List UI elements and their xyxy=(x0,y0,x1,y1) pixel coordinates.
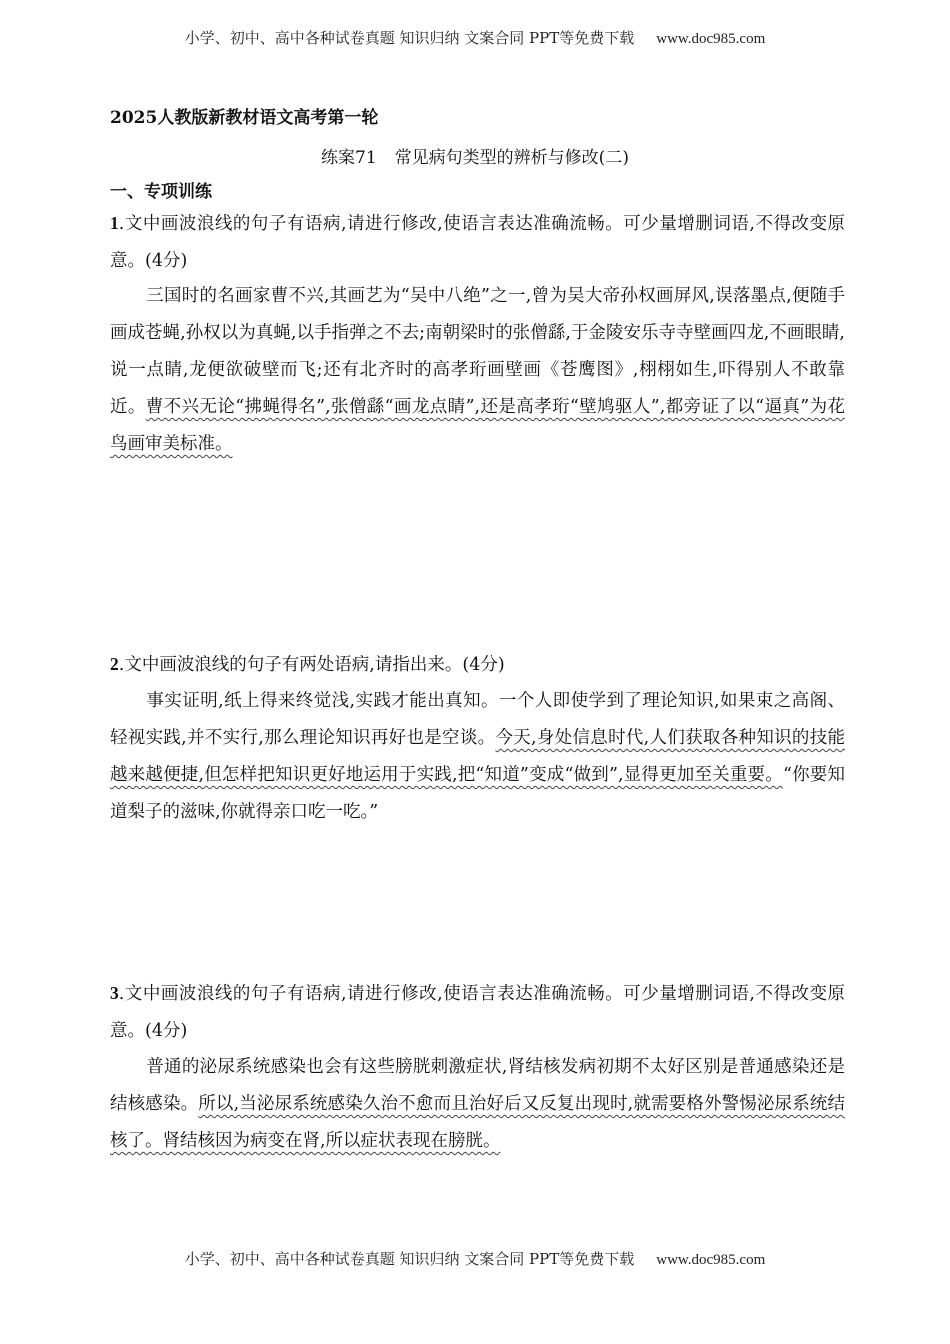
subtitle-number: 练案71 xyxy=(321,148,377,168)
passage-text: 三国时的名画家曹不兴,其画艺为“吴中八绝”之一,曾为吴大帝孙权画屏风,误落墨点,便随手画成苍蝇,孙权以为真蝇,以手指弹之不去;南朝梁时的张僧繇,于金陵安乐寺寺壁画四龙,不画眼睛,说一点睛,龙便欲破壁而飞;还有北齐时的高孝珩画壁画《苍鹰图》,栩栩如生,吓得别人不敢靠近。 xyxy=(110,286,845,417)
question-text: .文中画波浪线的句子有语病,请进行修改,使语言表达准确流畅。可少量增删词语,不得改变原意。(4分) xyxy=(110,984,845,1041)
question-text: .文中画波浪线的句子有两处语病,请指出来。(4分) xyxy=(118,655,505,675)
banner-url[interactable]: www.doc985.com xyxy=(656,1252,766,1268)
question-2-passage xyxy=(110,683,845,831)
document-subtitle xyxy=(0,143,950,168)
question-number: 3 xyxy=(110,983,119,1003)
wavy-underlined-sentence: 今天,身处信息时代,人们获取各种知识的技能越来越便捷,但怎样把知识更好地运用于实践,把“知道”变成“做到”,显得更加至关重要。 xyxy=(110,728,846,785)
passage-text: 事实证明,纸上得来终觉浅,实践才能出真知。一个人即使学到了理论知识,如果束之高阁、轻视实践,并不实行,那么理论知识再好也是空谈。 xyxy=(110,691,845,748)
question-3-prompt xyxy=(110,975,845,1050)
passage-text: 普通的泌尿系统感染也会有这些膀胱刺激症状,肾结核发病初期不太好区别是普通感染还是结核感染。 xyxy=(110,1057,845,1114)
document-title: 2025人教版新教材语文高考第一轮 xyxy=(110,108,379,128)
question-3-passage xyxy=(110,1049,845,1160)
question-number: 2 xyxy=(110,654,119,674)
question-1-passage xyxy=(110,278,845,463)
banner-text: 小学、初中、高中各种试卷真题 知识归纳 文案合同 PPT等免费下载 xyxy=(184,1250,635,1268)
question-2-prompt xyxy=(110,646,845,684)
question-number: 1 xyxy=(110,213,119,233)
question-1-prompt xyxy=(110,205,845,280)
subtitle-text: 常见病句类型的辨析与修改(二) xyxy=(394,148,629,168)
header-banner xyxy=(0,27,950,48)
banner-text: 小学、初中、高中各种试卷真题 知识归纳 文案合同 PPT等免费下载 xyxy=(184,29,635,47)
wavy-underlined-sentence: 所以,当泌尿系统感染久治不愈而且治好后又反复出现时,就需要格外警惕泌尿系统结核了。肾结核因为病变在肾,所以症状表现在膀胱。 xyxy=(110,1094,846,1151)
section-heading: 一、专项训练 xyxy=(110,182,212,202)
footer-banner xyxy=(0,1248,950,1269)
passage-tail: “你要知道梨子的滋味,你就得亲口吃一吃。” xyxy=(110,765,845,822)
wavy-underlined-sentence: 曹不兴无论“拂蝇得名”,张僧繇“画龙点睛”,还是高孝珩“壁鸠驱人”,都旁证了以“逼真”为花鸟画审美标准。 xyxy=(110,397,845,454)
banner-url[interactable]: www.doc985.com xyxy=(656,31,766,47)
question-text: .文中画波浪线的句子有语病,请进行修改,使语言表达准确流畅。可少量增删词语,不得改变原意。(4分) xyxy=(110,214,845,271)
